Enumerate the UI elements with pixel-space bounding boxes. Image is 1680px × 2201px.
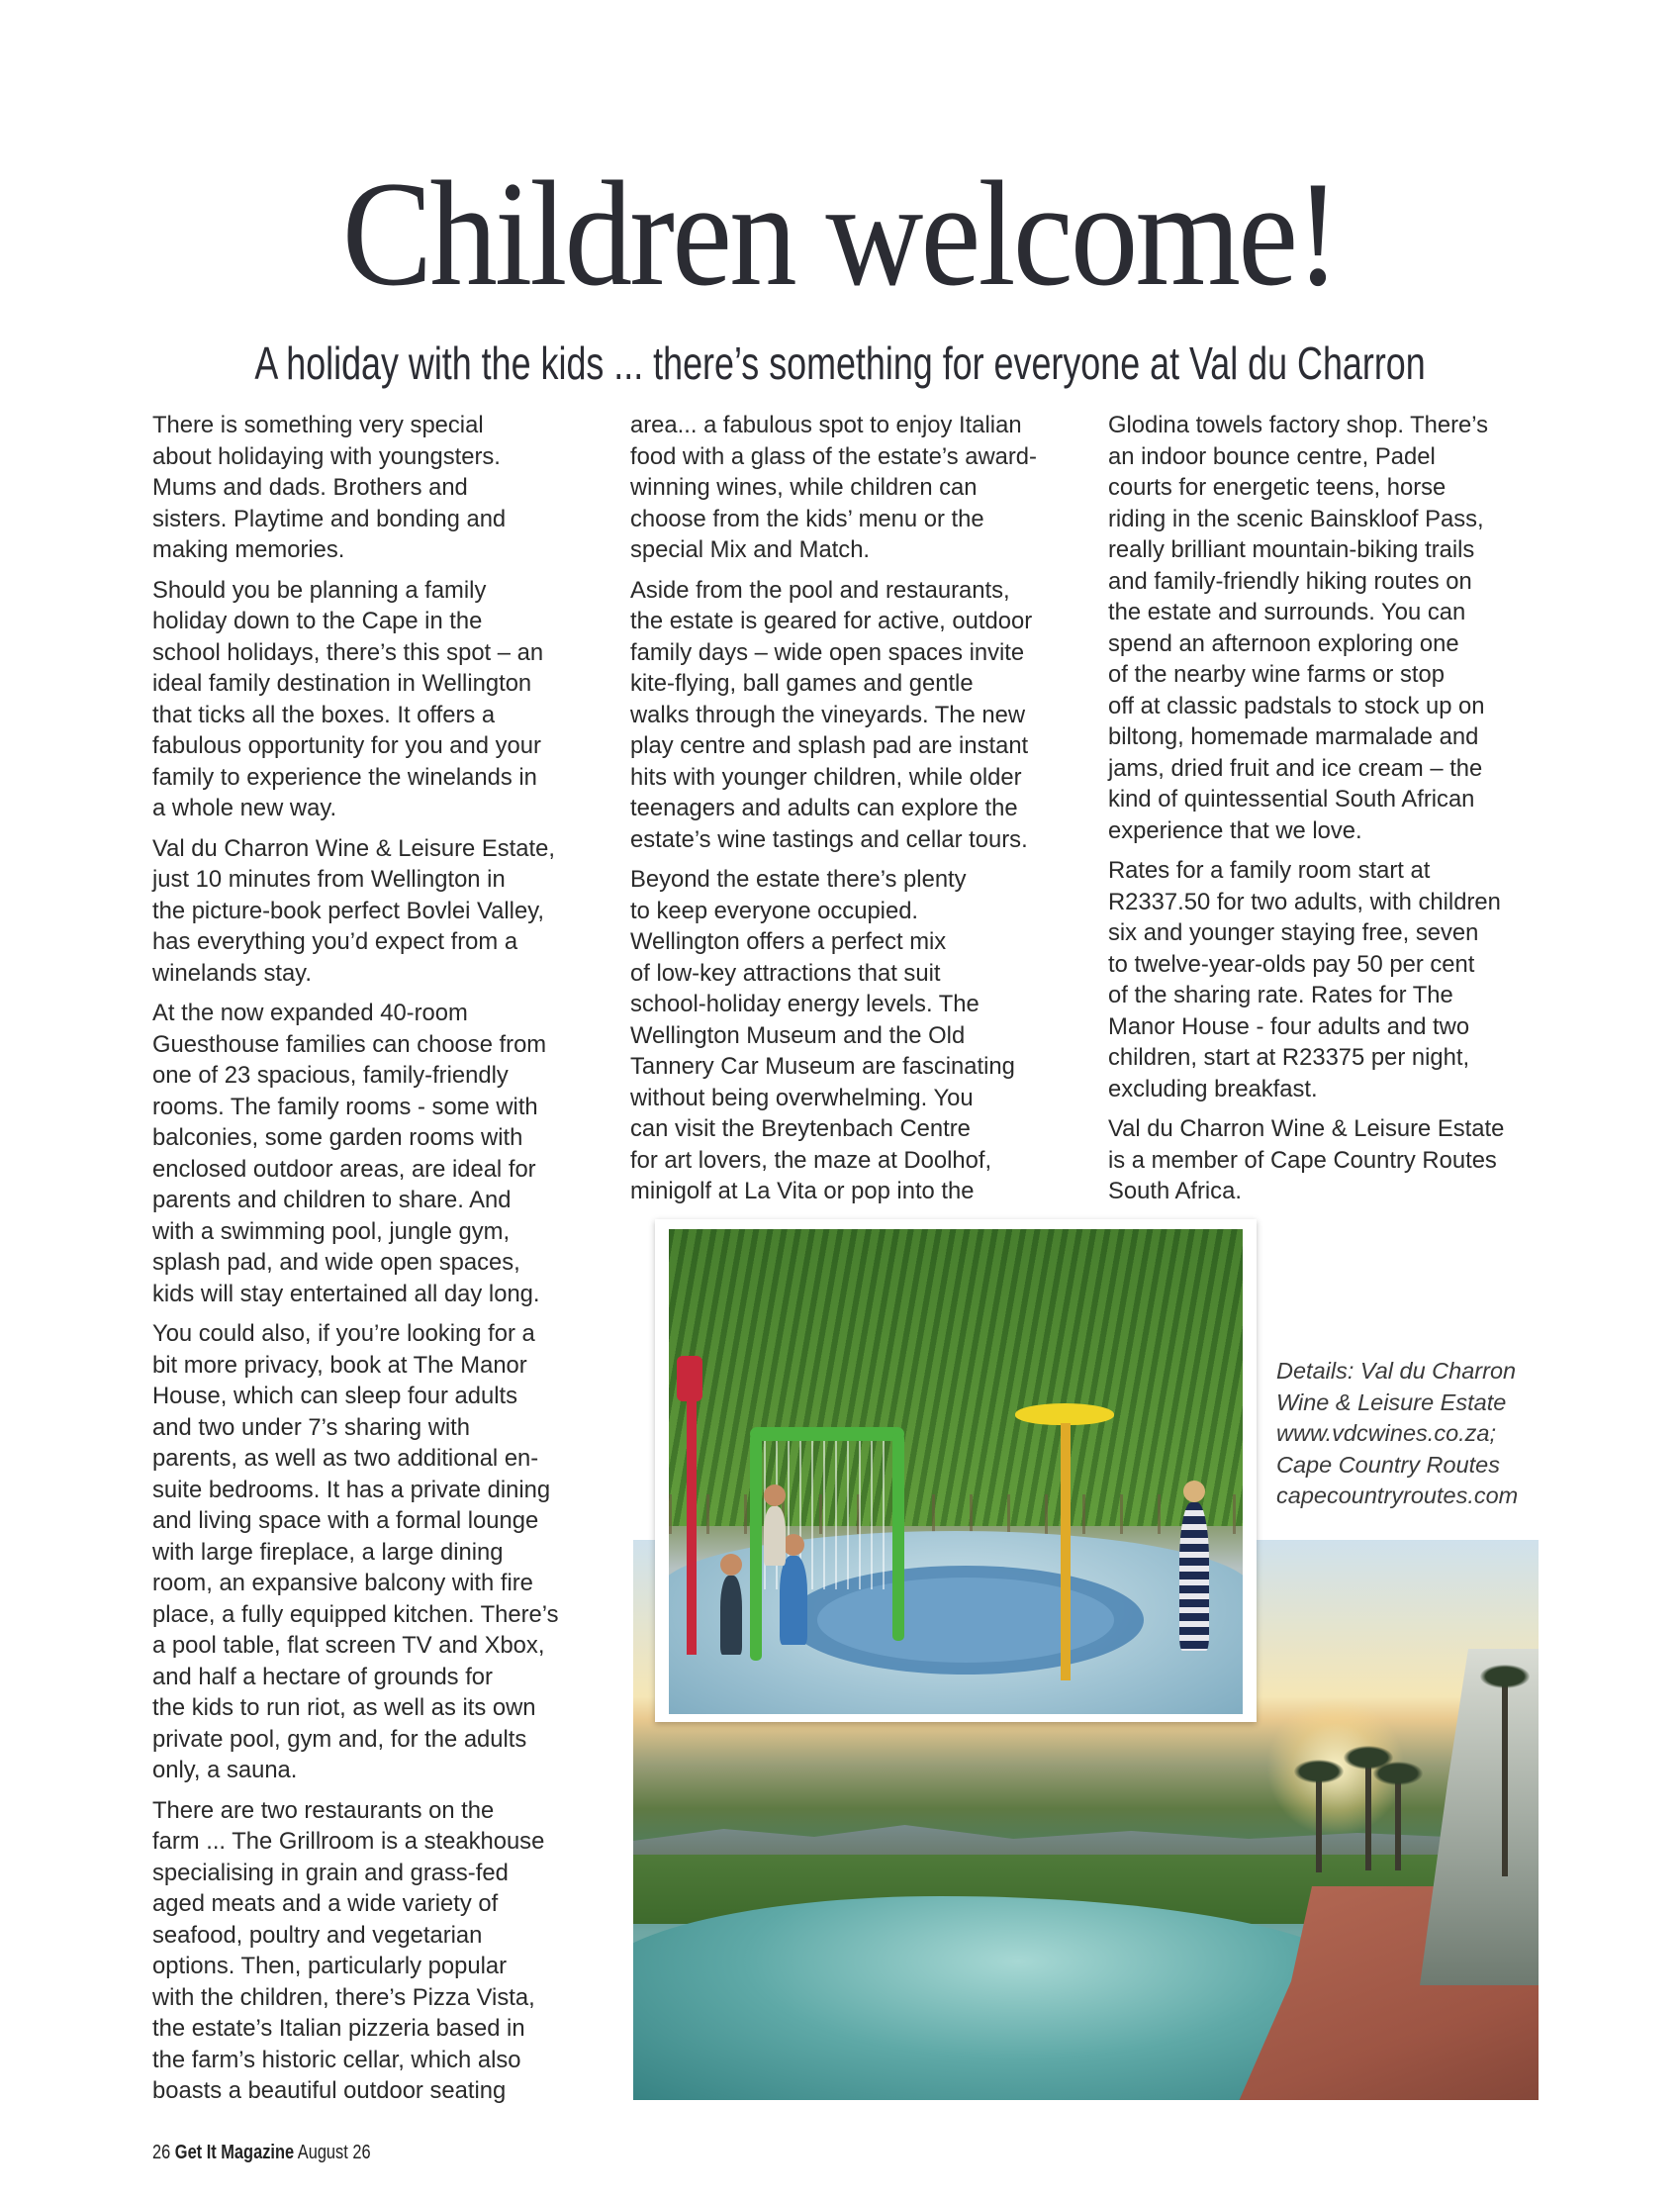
green-arch-right — [892, 1433, 904, 1641]
text-line: fabulous opportunity for you and your — [152, 732, 541, 759]
text-line: ideal family destination in Wellington — [152, 670, 532, 697]
green-arch-left — [750, 1433, 762, 1661]
text-line: There are two restaurants on the — [152, 1796, 495, 1824]
splash-pad-photo-frame — [655, 1219, 1257, 1722]
text-line: school holidays, there’s this spot – an — [152, 638, 544, 666]
text-line: private pool, gym and, for the adults — [152, 1725, 527, 1753]
umbrella-fountain-stem — [1061, 1423, 1071, 1680]
text-line: food with a glass of the estate’s award- — [630, 442, 1037, 470]
text-line: of low-key attractions that suit — [630, 959, 941, 987]
text-line: Glodina towels factory shop. There’s — [1108, 412, 1489, 438]
text-line: holiday down to the Cape in the — [152, 608, 483, 634]
caption-line: capecountryroutes.com — [1276, 1483, 1519, 1508]
red-spray-pole — [687, 1368, 697, 1655]
text-line: courts for energetic teens, horse — [1108, 474, 1447, 501]
text-line: winelands stay. — [152, 959, 312, 987]
text-line: aged meats and a wide variety of — [152, 1890, 499, 1917]
text-line: of the nearby wine farms or stop — [1108, 661, 1445, 688]
text-line: specialising in grain and grass-fed — [152, 1859, 509, 1886]
text-line: Tannery Car Museum are fascinating — [630, 1053, 1015, 1080]
text-line: South Africa. — [1108, 1178, 1242, 1204]
text-line: There is something very special — [152, 412, 484, 438]
text-line: children, start at R23375 per night, — [1108, 1044, 1470, 1071]
text-line: special Mix and Match. — [630, 536, 871, 563]
palm-tree — [1395, 1775, 1401, 1870]
body-paragraph — [152, 1795, 584, 2107]
text-line: the farm’s historic cellar, which also — [152, 2046, 521, 2073]
text-line: suite bedrooms. It has a private dining — [152, 1476, 551, 1503]
text-column-3 — [1108, 410, 1540, 1216]
text-line: just 10 minutes from Wellington in — [152, 866, 506, 893]
text-line: with a swimming pool, jungle gym, — [152, 1217, 511, 1245]
text-line: and two under 7’s sharing with — [152, 1413, 471, 1441]
text-line: a pool table, flat screen TV and Xbox, — [152, 1632, 545, 1659]
child-figure — [720, 1576, 742, 1655]
caption-line: Cape Country Routes — [1276, 1451, 1500, 1478]
text-line: R2337.50 for two adults, with children — [1108, 888, 1501, 915]
body-paragraph — [1108, 855, 1540, 1104]
text-line: You could also, if you’re looking for a — [152, 1320, 535, 1347]
text-line: excluding breakfast. — [1108, 1075, 1318, 1102]
text-line: the estate and surrounds. You can — [1108, 599, 1466, 625]
text-line: rooms. The family rooms - some with — [152, 1093, 538, 1120]
palm-tree — [1316, 1773, 1322, 1872]
text-line: has everything you’d expect from a — [152, 928, 518, 955]
text-line: that ticks all the boxes. It offers a — [152, 701, 496, 728]
text-line: and half a hectare of grounds for — [152, 1663, 493, 1690]
text-line: Wellington Museum and the Old — [630, 1021, 966, 1049]
text-line: bit more privacy, book at The Manor — [152, 1351, 527, 1379]
text-line: spend an afternoon exploring one — [1108, 629, 1459, 657]
text-line: to keep everyone occupied. — [630, 897, 919, 924]
body-paragraph — [630, 410, 1062, 566]
body-paragraph — [630, 575, 1062, 856]
text-line: jams, dried fruit and ice cream – the — [1108, 754, 1483, 782]
text-line: Rates for a family room start at — [1108, 857, 1431, 884]
text-line: a whole new way. — [152, 795, 337, 821]
publication-name: Get It Magazine — [174, 2142, 295, 2163]
text-line: Aside from the pool and restaurants, — [630, 576, 1010, 604]
text-line: of the sharing rate. Rates for The — [1108, 982, 1453, 1008]
text-line: family days – wide open spaces invite — [630, 638, 1025, 666]
text-column-2 — [630, 410, 1062, 1216]
yellow-umbrella-fountain — [1015, 1403, 1114, 1425]
text-line: estate’s wine tastings and cellar tours. — [630, 825, 1028, 853]
text-line: seafood, poultry and vegetarian — [152, 1921, 483, 1949]
body-paragraph — [1108, 1113, 1540, 1207]
text-line: with large fireplace, a large dining — [152, 1538, 504, 1566]
page-footer — [152, 2142, 371, 2164]
text-line: choose from the kids’ menu or the — [630, 505, 984, 532]
caption-line: www.vdcwines.co.za; — [1276, 1420, 1497, 1446]
text-line: winning wines, while children can — [630, 474, 978, 501]
text-line: Beyond the estate there’s plenty — [630, 866, 967, 893]
text-line: to twelve-year-olds pay 50 per cent — [1108, 950, 1475, 978]
text-line: with the children, there’s Pizza Vista, — [152, 1983, 535, 2011]
text-line: family to experience the winelands in — [152, 763, 537, 791]
text-line: Wellington offers a perfect mix — [630, 928, 947, 955]
text-line: options. Then, particularly popular — [152, 1953, 508, 1979]
text-line: making memories. — [152, 536, 345, 563]
text-line: without being overwhelming. You — [630, 1084, 974, 1111]
text-line: room, an expansive balcony with fire — [152, 1570, 533, 1596]
text-line: Manor House - four adults and two — [1108, 1012, 1470, 1040]
text-line: minigolf at La Vita or pop into the — [630, 1178, 975, 1204]
text-column-1 — [152, 410, 584, 2116]
text-line: splash pad, and wide open spaces, — [152, 1249, 520, 1276]
palm-tree — [1365, 1760, 1371, 1870]
text-line: kids will stay entertained all day long. — [152, 1280, 540, 1307]
text-line: experience that we love. — [1108, 816, 1362, 844]
text-line: the picture-book perfect Bovlei Valley, — [152, 897, 544, 924]
text-line: House, which can sleep four adults — [152, 1383, 518, 1409]
body-paragraph — [1108, 410, 1540, 846]
caption-line: Details: Val du Charron — [1276, 1358, 1517, 1384]
text-line: can visit the Breytenbach Centre — [630, 1115, 971, 1142]
body-paragraph — [152, 575, 584, 824]
body-paragraph — [152, 1318, 584, 1786]
splash-pad-photo — [669, 1229, 1243, 1714]
text-line: Should you be planning a family — [152, 576, 487, 604]
issue-date: August 26 — [297, 2142, 371, 2163]
text-line: is a member of Cape Country Routes — [1108, 1146, 1497, 1174]
text-line: enclosed outdoor areas, are ideal for — [152, 1155, 536, 1183]
text-line: school-holiday energy levels. The — [630, 991, 980, 1017]
text-line: At the now expanded 40-room — [152, 1000, 468, 1026]
body-paragraph — [152, 998, 584, 1309]
palm-tree — [1502, 1678, 1508, 1876]
text-line: only, a sauna. — [152, 1757, 298, 1783]
text-line: Val du Charron Wine & Leisure Estate — [1108, 1115, 1505, 1142]
text-line: parents, as well as two additional en- — [152, 1445, 539, 1472]
photo-caption — [1276, 1356, 1573, 1512]
text-line: one of 23 spacious, family-friendly — [152, 1062, 509, 1089]
text-line: and family-friendly hiking routes on — [1108, 567, 1472, 595]
text-line: hits with younger children, while older — [630, 763, 1022, 791]
text-line: Val du Charron Wine & Leisure Estate, — [152, 834, 555, 862]
page-number: 26 — [152, 2142, 171, 2163]
text-line: play centre and splash pad are instant — [630, 732, 1029, 759]
text-line: and living space with a formal lounge — [152, 1507, 539, 1534]
body-paragraph — [152, 410, 584, 566]
text-line: area... a fabulous spot to enjoy Italian — [630, 412, 1022, 438]
body-paragraph — [152, 833, 584, 990]
text-line: riding in the scenic Bainskloof Pass, — [1108, 505, 1484, 532]
text-line: the estate is geared for active, outdoor — [630, 608, 1033, 634]
text-line: teenagers and adults can explore the — [630, 795, 1018, 821]
text-line: an indoor bounce centre, Padel — [1108, 442, 1436, 470]
text-line: really brilliant mountain-biking trails — [1108, 536, 1475, 563]
child-figure — [764, 1506, 786, 1566]
body-paragraph — [630, 864, 1062, 1207]
text-line: about holidaying with youngsters. — [152, 442, 501, 470]
text-line: parents and children to share. And — [152, 1187, 512, 1213]
green-arch-top — [750, 1427, 904, 1441]
text-line: off at classic padstals to stock up on — [1108, 692, 1485, 719]
text-line: sisters. Playtime and bonding and — [152, 505, 507, 532]
text-line: place, a fully equipped kitchen. There’s — [152, 1600, 559, 1628]
text-line: boasts a beautiful outdoor seating — [152, 2077, 507, 2104]
article-subtitle: A holiday with the kids ... there’s something for everyone at Val du Charron — [254, 337, 1426, 389]
mountain-range — [633, 1817, 1539, 1857]
text-line: farm ... The Grillroom is a steakhouse — [152, 1828, 545, 1855]
text-line: six and younger staying free, seven — [1108, 919, 1479, 946]
text-line: for art lovers, the maze at Doolhof, — [630, 1146, 992, 1174]
text-line: the estate’s Italian pizzeria based in — [152, 2015, 525, 2042]
article-title: Children welcome! — [341, 150, 1339, 317]
text-line: walks through the vineyards. The new — [630, 701, 1026, 728]
text-line: kind of quintessential South African — [1108, 786, 1475, 813]
adult-figure — [1179, 1502, 1209, 1651]
child-figure — [780, 1556, 807, 1645]
caption-line: Wine & Leisure Estate — [1276, 1388, 1507, 1415]
text-line: Guesthouse families can choose from — [152, 1030, 547, 1058]
text-line: balconies, some garden rooms with — [152, 1124, 523, 1151]
guesthouse-building — [1420, 1649, 1539, 1985]
text-line: biltong, homemade marmalade and — [1108, 723, 1479, 750]
text-line: Mums and dads. Brothers and — [152, 474, 468, 501]
text-line: the kids to run riot, as well as its own — [152, 1694, 536, 1721]
text-line: kite-flying, ball games and gentle — [630, 670, 974, 697]
